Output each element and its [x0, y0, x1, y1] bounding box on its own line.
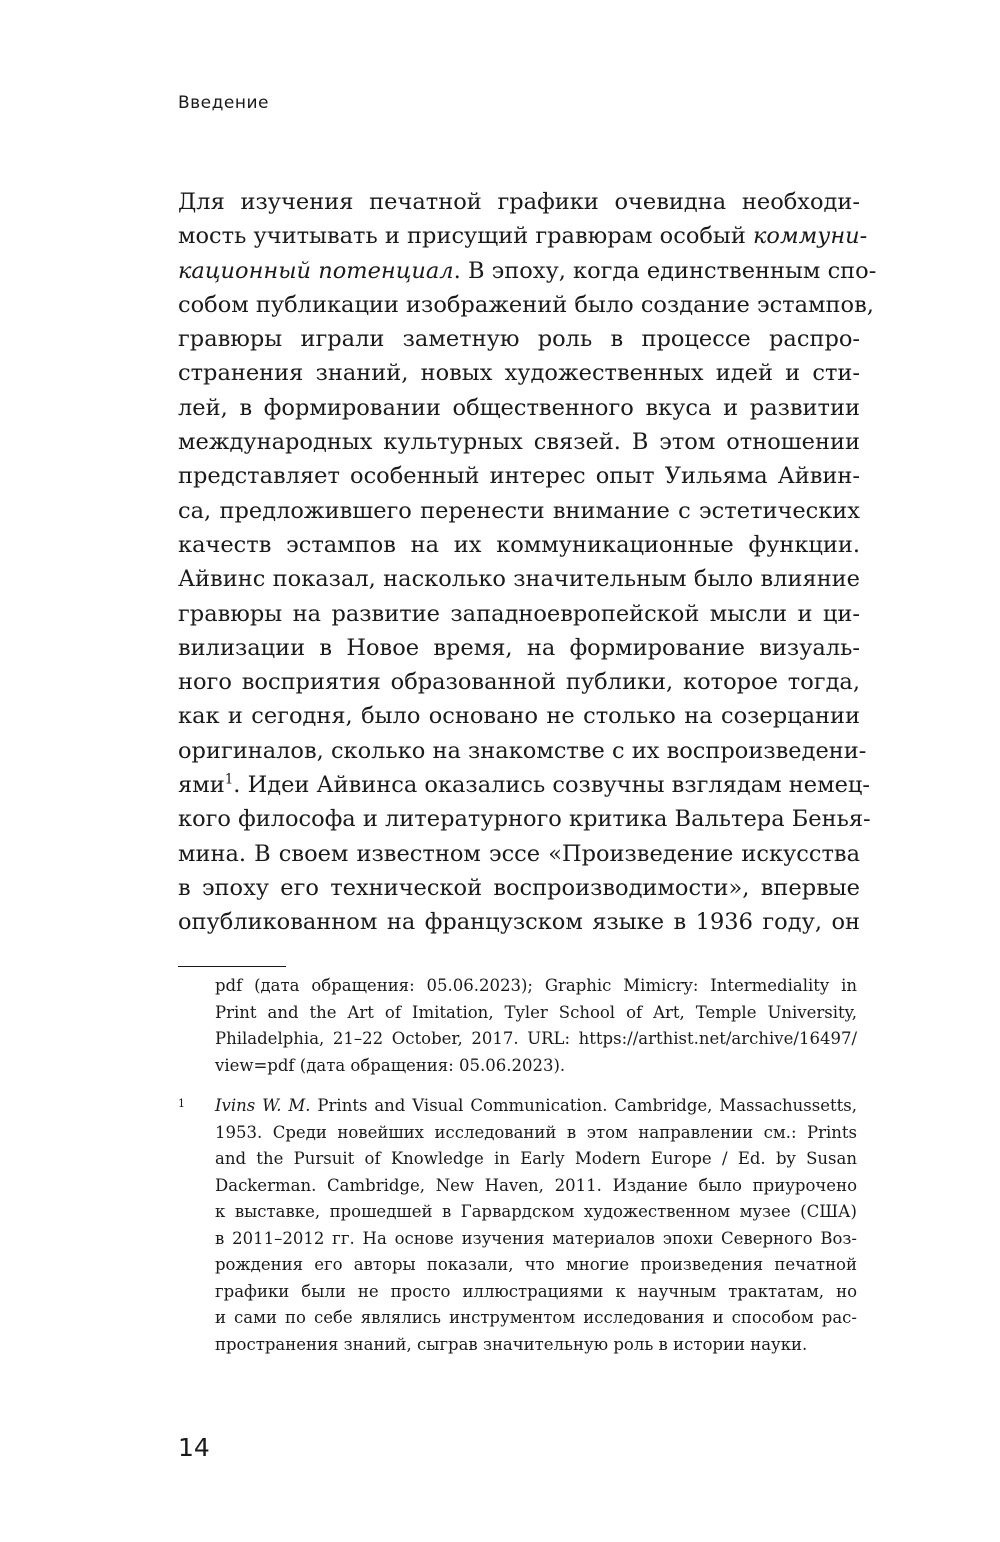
text-run: странения знаний, новых художественных идей и сти- [178, 360, 860, 387]
body-line [178, 459, 860, 493]
footnote-line [215, 1332, 857, 1359]
footnote-line [215, 1093, 857, 1120]
body-line [178, 391, 860, 425]
body-line [178, 837, 860, 871]
text-run: Philadelphia, 21–22 October, 2017. URL: https://arthist.net/archive/16497/ [215, 1029, 857, 1048]
footnote-line [215, 1000, 857, 1027]
footnote-line [215, 1199, 857, 1226]
text-run: са, предложившего перенести внимание с эстетических [178, 497, 860, 524]
text-run: . Идеи Айвинса оказались созвучны взглядам немец- [233, 772, 870, 799]
body-line [178, 699, 860, 733]
text-run: гравюры на развитие западноевропейской мысли и ци- [178, 600, 860, 627]
text-run: Для изучения печатной графики очевидна необходи- [178, 189, 860, 215]
body-line [178, 871, 860, 905]
footnote-line [215, 1279, 857, 1306]
text-run: ного восприятия образованной публики, которое тогда, [178, 669, 860, 696]
italic-text: кационный потенциал [178, 257, 454, 284]
text-run: ями [178, 772, 225, 799]
text-run: Dackerman. Cambridge, New Haven, 2011. Издание было приурочено [215, 1175, 857, 1195]
body-line [178, 322, 860, 356]
footnote-1 [178, 1093, 857, 1358]
text-run: Prints and Visual Communication. Cambridge, Massachussetts, [310, 1096, 857, 1115]
footnote-line [215, 1252, 857, 1279]
text-run: pdf (дата обращения: 05.06.2023); Graphic Mimicry: Intermediality in [215, 976, 857, 995]
footnote-line [215, 1226, 857, 1253]
text-run: международных культурных связей. В этом отношении [178, 429, 860, 456]
text-run: представляет особенный интерес опыт Уильяма Айвин- [178, 463, 860, 490]
text-run: кого философа и литературного критика Вальтера Бенья- [178, 806, 871, 833]
text-run: в 2011–2012 гг. На основе изучения материалов эпохи Северного Воз- [215, 1228, 857, 1248]
footnotes [178, 973, 857, 1358]
body-line [178, 219, 868, 253]
text-run: рождения его авторы показали, что многие произведения печатной [215, 1255, 857, 1274]
body-line [178, 665, 860, 699]
text-run: как и сегодня, было основано не столько на созерцании [178, 703, 860, 730]
text-run: в эпоху его технической воспроизводимости», впервые [178, 874, 860, 901]
footnote-ref: 1 [224, 771, 234, 788]
footnote-line [215, 1053, 857, 1080]
body-line [178, 356, 860, 390]
body-line [178, 562, 860, 596]
text-run: мость учитывать и присущий гравюрам особый [178, 223, 753, 250]
text-run: и сами по себе являлись инструментом исследования и способом рас- [215, 1308, 857, 1327]
footnote-line [215, 1146, 857, 1173]
text-run: качеств эстампов на их коммуникационные функции. [178, 531, 860, 558]
text-run: гравюры играли заметную роль в процессе распро- [178, 326, 860, 353]
page-number: 14 [178, 1433, 210, 1462]
text-run: оригиналов, сколько на знакомстве с их воспроизведени- [178, 737, 867, 764]
text-run: к выставке, прошедшей в Гарвардском художественном музее (США) [215, 1202, 857, 1221]
body-line [178, 425, 860, 459]
body-line [178, 494, 860, 528]
footnote-separator [178, 966, 286, 967]
italic-text: Ivins W. M. [215, 1096, 311, 1115]
text-run: собом публикации изображений было создание эстампов, [178, 291, 874, 318]
main-text [178, 185, 877, 940]
text-run: мина. В своем известном эссе «Произведение искусства [178, 840, 860, 867]
running-head: Введение [178, 93, 269, 113]
body-line [178, 185, 860, 219]
text-run: Айвинс показал, насколько значительным было влияние [178, 566, 860, 593]
body-line [178, 528, 860, 562]
body-line [178, 631, 860, 665]
footnote-line [215, 1120, 857, 1147]
footnote-continued [215, 973, 857, 1079]
body-line [178, 768, 870, 802]
footnote-line [215, 1173, 857, 1200]
text-run: вилизации в Новое время, на формирование визуаль- [178, 634, 860, 661]
text-run: 1953. Среди новейших исследований в этом направлении см.: Prints [215, 1122, 857, 1142]
text-run: опубликованном на французском языке в 1936 году, он [178, 909, 860, 936]
body-line [178, 802, 871, 836]
footnote-line [215, 1305, 857, 1332]
text-run: графики были не просто иллюстрациями к научным трактатам, но [215, 1281, 857, 1301]
text-run: лей, в формировании общественного вкуса и развитии [178, 394, 860, 421]
italic-text: коммуни- [752, 223, 868, 250]
body-line [178, 288, 874, 322]
body-line [178, 734, 867, 768]
text-run: view=pdf (дата обращения: 05.06.2023). [215, 1055, 566, 1075]
body-line [178, 254, 877, 288]
footnote-number: 1 [178, 1097, 185, 1110]
text-run: пространения знаний, сыграв значительную роль в истории науки. [215, 1334, 808, 1354]
footnote-line [215, 973, 857, 1000]
text-run: . В эпоху, когда единственным спо- [453, 257, 877, 284]
body-line [178, 597, 860, 631]
text-run: Print and the Art of Imitation, Tyler School of Art, Temple University, [215, 1002, 857, 1022]
text-run: and the Pursuit of Knowledge in Early Modern Europe / Ed. by Susan [215, 1149, 857, 1168]
footnote-line [215, 1026, 857, 1053]
body-line [178, 905, 860, 939]
